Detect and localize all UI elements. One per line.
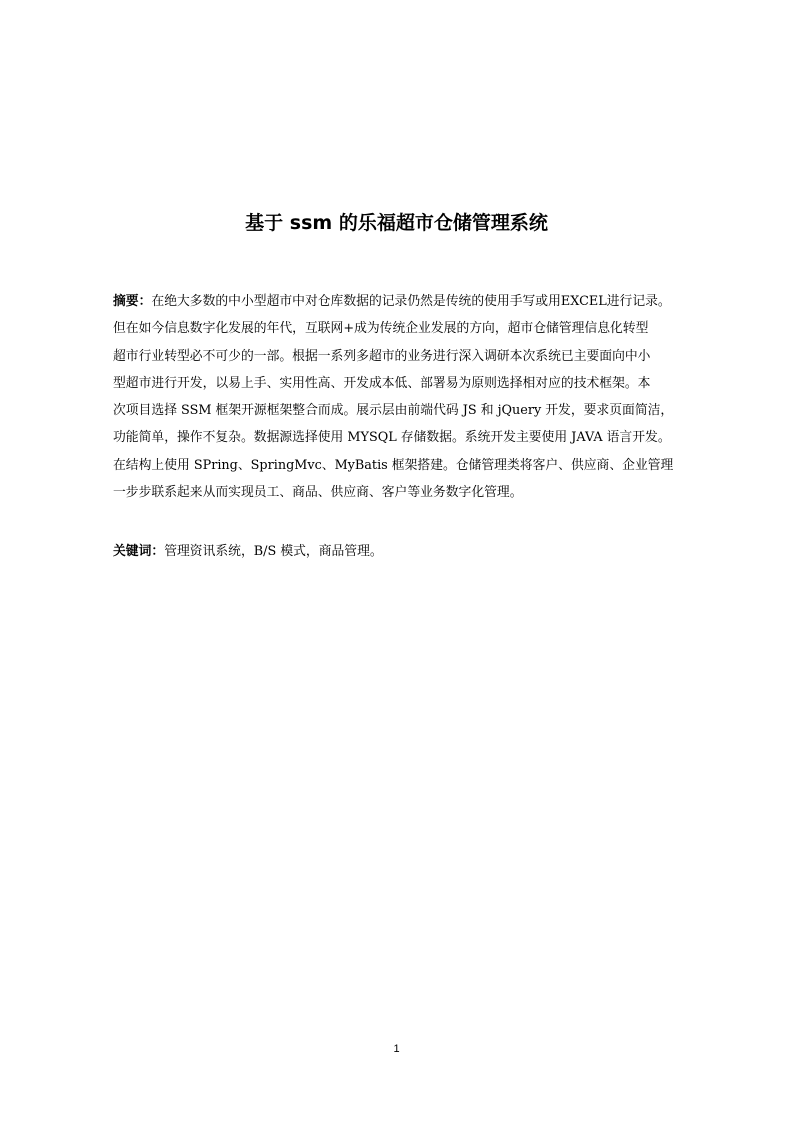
abstract-line: 超市行业转型必不可少的一部。根据一系列多超市的业务进行深入调研本次系统已主要面向中小 (113, 348, 651, 364)
abstract-line: 次项目选择 SSM 框架开源框架整合而成。展示层由前端代码 JS 和 jQuery 开发，要求页面简洁， (113, 403, 674, 419)
keywords-section (113, 538, 703, 565)
abstract-line: 功能简单，操作不复杂。数据源选择使用 MYSQL 存储数据。系统开发主要使用 JAVA 语言开发。 (113, 430, 671, 446)
page-number: 1 (393, 1043, 400, 1055)
abstract-line: 一步步联系起来从而实现员工、商品、供应商、客户等业务数字化管理。 (113, 485, 523, 501)
abstract-label: 摘要： (113, 294, 152, 309)
abstract-line: 但在如今信息数字化发展的年代，互联网+成为传统企业发展的方向，超市仓储管理信息化转型 (113, 321, 649, 337)
keywords-label: 关键词： (113, 544, 165, 559)
abstract-line (113, 288, 703, 315)
abstract-line: 型超市进行开发，以易上手、实用性高、开发成本低、部署易为原则选择相对应的技术框架。本 (113, 375, 651, 391)
abstract-text: 在绝大多数的中小型超市中对仓库数据的记录仍然是传统的使用手写或用EXCEL进行记录。 (151, 294, 671, 309)
page-title: 基于 ssm 的乐福超市仓储管理系统 (245, 212, 548, 234)
keywords-text: 管理资讯系统，B/S 模式，商品管理。 (164, 544, 383, 559)
abstract-line: 在结构上使用 SPring、SpringMvc、MyBatis 框架搭建。仓储管理类将客户、供应商、企业管理 (113, 457, 674, 473)
abstract-section (113, 288, 703, 506)
